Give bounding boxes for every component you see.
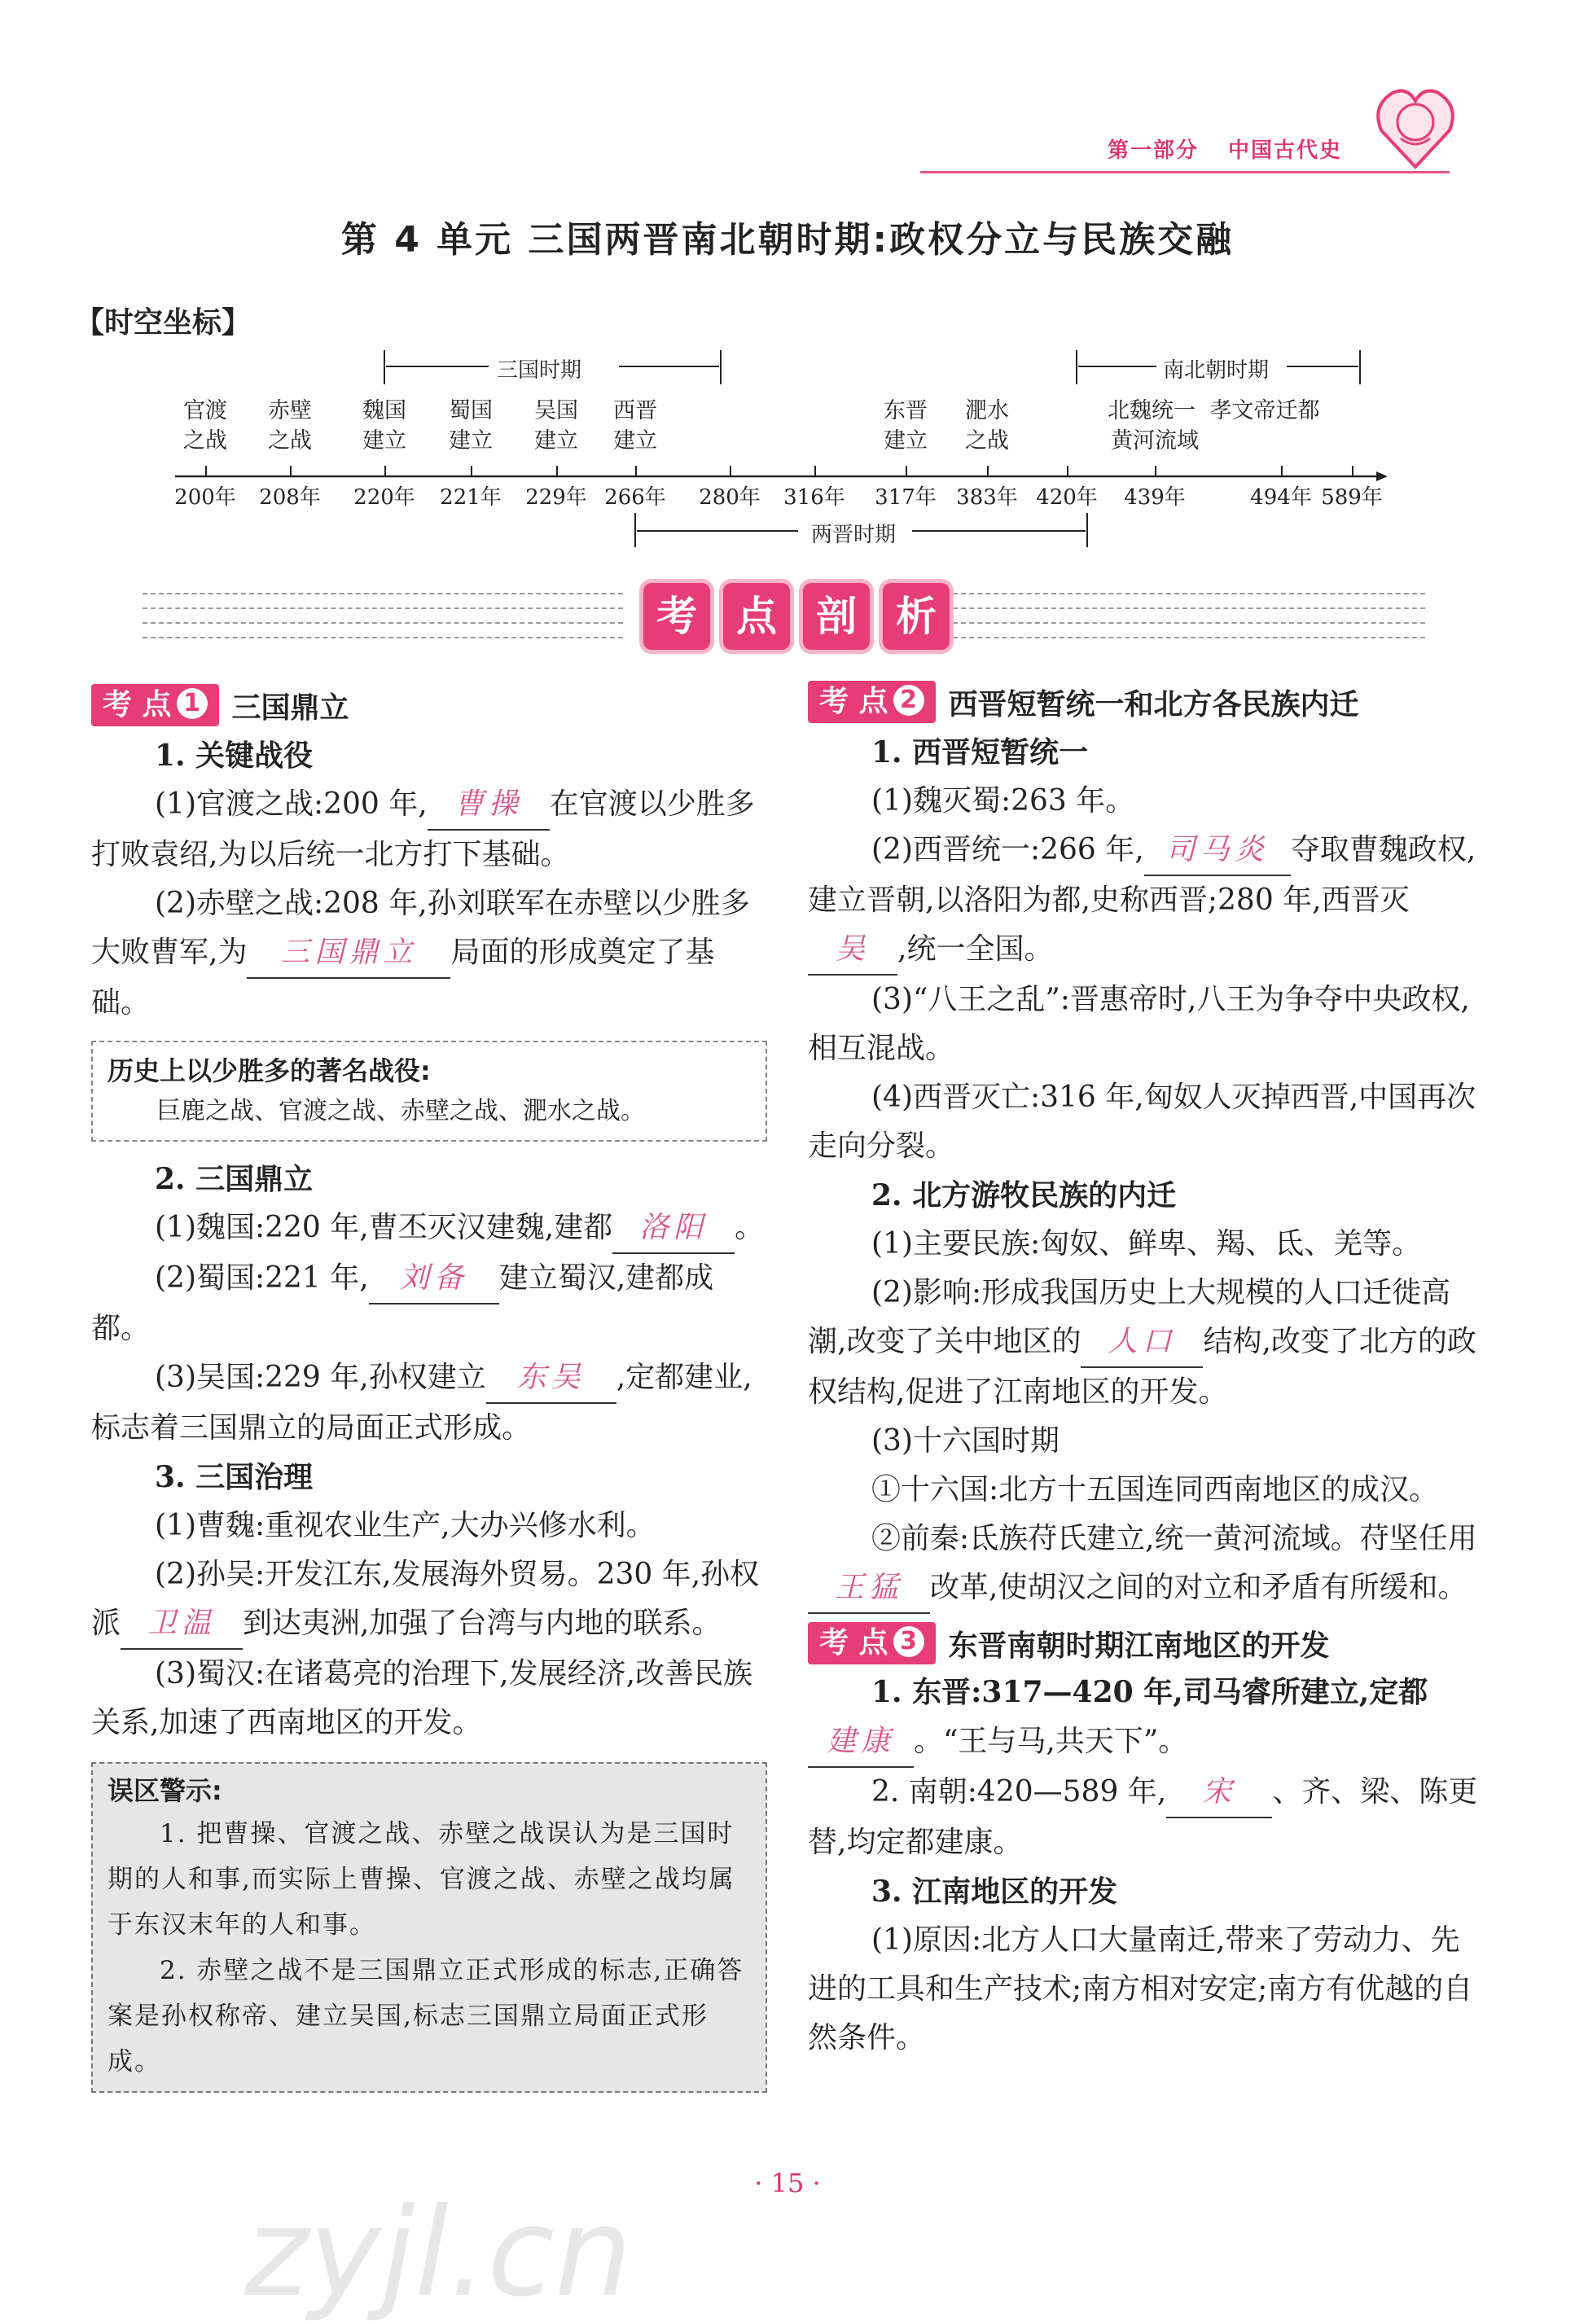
event-label-line2: 之战 xyxy=(965,428,1009,454)
right-column: 考 点 2 西晋短暂统一和北方各民族内迁 1. 西晋短暂统一 (1)魏灭蜀:263 年。 (2)西晋统一:266 年, 司马炎 夺取曹魏政权,建立晋朝,以洛阳为都,史称西晋;280 年,西晋灭吴 ,统一全国。 (3)“八王之乱”:晋惠帝时,八王为争夺中央政权,相互混战。 (4)西晋灭亡:316 年,匈奴人灭掉西晋,中国再次走向分裂。 2. 北方游牧民族的内迁 (1)主要民族:匈奴、鲜卑、羯、氐、羌等。 (2)影响:形成我国历史上大规模的人口迁徙高潮,改变了关中地区的 人口 结构,改变了北方的政权结构,促进了江南地区的开发。 (3)十六国时期 ①十六国:北方十五国连同西南地区的成汉。 ②前秦:氐族苻氏建立,统一黄河流域。苻坚任用王猛 改革,使胡汉之间的对立和矛盾有所缓和。 考 点 3 东晋南朝时期江南地区的开发 1. 东晋:317—420 年,司马睿所建立,定都建康 。“王与马,共天下”。 2. 南朝:420—589 年, 宋 、齐、梁、陈更替,均定都建康。 3. 江南地区的开发 (1)原因:北方人口大量南迁,带来了劳动力、先进的工具和生产技术;南方相对安定;南方有优越的自然条件。 xyxy=(808,681,1484,2063)
event-label-line1: 蜀国 xyxy=(449,398,493,423)
banner-char: 析 xyxy=(883,583,950,650)
answer-blank: 刘备 xyxy=(369,1254,499,1305)
tip-body: 巨鹿之战、官渡之战、赤壁之战、淝水之战。 xyxy=(156,1097,645,1125)
right-s2: 2. 北方游牧民族的内迁 xyxy=(871,1178,1177,1212)
event-label-line1: 西晋 xyxy=(613,398,657,423)
event-label-line1: 吴国 xyxy=(534,398,578,423)
kp1-number: 1 xyxy=(177,688,208,719)
answer-blank: 建康 xyxy=(808,1717,914,1768)
timeline-tick xyxy=(730,466,731,476)
timeline-year: 208年 xyxy=(259,485,321,510)
event-label-line2: 黄河流域 xyxy=(1111,428,1199,454)
header-part: 第一部分 xyxy=(1108,138,1200,163)
answer-blank: 吴 xyxy=(808,925,897,976)
left-s3: 3. 三国治理 xyxy=(155,1460,314,1494)
kp3-title: 东晋南朝时期江南地区的开发 xyxy=(948,1629,1330,1663)
kp2-badge xyxy=(808,681,936,723)
timeline-tick xyxy=(384,466,386,476)
event-label-line1: 魏国 xyxy=(362,398,406,423)
answer-blank: 人口 xyxy=(1081,1318,1203,1368)
event-label-line2: 建立 xyxy=(449,428,493,454)
timeline-year: 200年 xyxy=(174,485,236,510)
left-s2: 2. 三国鼎立 xyxy=(155,1162,314,1196)
kp1-badge xyxy=(91,684,219,726)
answer-blank: 三国鼎立 xyxy=(247,928,450,979)
timeline-year: 316年 xyxy=(783,485,845,510)
timeline-heading: 【时空坐标】 xyxy=(75,306,252,340)
timeline-tick xyxy=(1352,466,1353,476)
timeline-year: 220年 xyxy=(353,485,415,510)
kp3-badge xyxy=(808,1622,936,1664)
event-label-line1: 赤壁 xyxy=(268,398,312,423)
unit-title: 第 4 单元 三国两晋南北朝时期:政权分立与民族交融 xyxy=(340,219,1235,261)
warning-title: 误区警示: xyxy=(107,1775,222,1806)
span-liangjin: 两晋时期 xyxy=(811,523,897,547)
span-nanbei: 南北朝时期 xyxy=(1163,358,1270,383)
warning-item: 2. 赤壁之战不是三国鼎立正式形成的标志,正确答案是孙权称帝、建立吴国,标志三国鼎立局面正式形成。 xyxy=(107,1956,744,2076)
timeline-year: 589年 xyxy=(1321,485,1383,510)
kp-label: 考 点 xyxy=(819,1626,888,1660)
kp2-heading xyxy=(808,681,1484,723)
timeline-year: 494年 xyxy=(1250,485,1312,510)
timeline-event xyxy=(897,396,1077,456)
answer-blank: 洛阳 xyxy=(612,1204,735,1254)
event-label-line2: 建立 xyxy=(534,428,578,454)
timeline-year: 229年 xyxy=(525,485,587,510)
timeline-tick xyxy=(906,466,907,476)
right-s1: 1. 西晋短暂统一 xyxy=(871,735,1089,770)
warning-item: 1. 把曹操、官渡之战、赤壁之战误认为是三国时期的人和事,而实际上曹操、官渡之战、赤壁之战均属于东汉末年的人和事。 xyxy=(107,1819,735,1940)
kp1-title: 三国鼎立 xyxy=(231,691,349,725)
timeline-tick xyxy=(556,466,558,476)
kp-label: 考 点 xyxy=(819,685,888,718)
answer-blank: 宋 xyxy=(1166,1768,1272,1818)
event-label-line1: 北魏统一 xyxy=(1108,398,1196,423)
event-label-line2: 孝文帝迁都 xyxy=(1209,398,1320,423)
watermark: zyjl.cn xyxy=(244,2182,633,2324)
kp1-heading xyxy=(91,684,767,726)
event-label-line2: 之战 xyxy=(268,428,312,454)
left-column: 考 点 1 三国鼎立 1. 关键战役 (1)官渡之战:200 年, 曹操 在官渡以少胜多打败袁绍,为以后统一北方打下基础。 (2)赤壁之战:208 年,孙刘联军在赤壁以少胜多大败曹军,为 三国鼎立 局面的形成奠定了基础。 历史上以少胜多的著名战役: 巨鹿之战、官渡之战、赤壁之战、淝水之战。 2. 三国鼎立 (1)魏国:220 年,曹丕灭汉建魏,建都 洛阳 。 (2)蜀国:221 年, 刘备 建立蜀汉,建都成都。 (3)吴国:229 年,孙权建立 东吴 ,定都建业,标志着三国鼎立的局面正式形成。 3. 三国治理 (1)曹魏:重视农业生产,大办兴修水利。 (2)孙吴:开发江东,发展海外贸易。230 年,孙权派 卫温 到达夷洲,加强了台湾与内地的联系。 (3)蜀汉:在诸葛亮的治理下,发展经济,改善民族关系,加速了西南地区的开发。 误区警示: 1. 把曹操、官渡之战、赤壁之战误认为是三国时期的人和事,而实际上曹操、官渡之战、赤壁之战均属于东汉末年的人和事。 2. 赤壁之战不是三国鼎立正式形成的标志,正确答案是孙权称帝、建立吴国,标志三国鼎立局面正式形成。 xyxy=(91,684,767,2093)
timeline-tick xyxy=(1155,466,1156,476)
event-label-line2: 建立 xyxy=(613,428,657,454)
timeline-event xyxy=(546,396,725,456)
timeline xyxy=(0,342,1575,554)
page-number: · 15 · xyxy=(754,2168,821,2199)
header-subject: 中国古代史 xyxy=(1228,138,1343,163)
timeline-year: 317年 xyxy=(875,485,937,510)
event-label-line1: 淝水 xyxy=(965,398,1009,423)
answer-blank: 卫温 xyxy=(121,1599,243,1650)
timeline-tick xyxy=(1281,466,1283,476)
answer-blank: 东吴 xyxy=(486,1353,616,1404)
timeline-tick xyxy=(987,466,989,476)
timeline-event xyxy=(1191,396,1371,426)
event-label-line2: 建立 xyxy=(362,428,406,454)
left-s1: 1. 关键战役 xyxy=(155,739,314,773)
kp3-heading xyxy=(808,1622,1484,1664)
tip-box xyxy=(91,1041,767,1142)
event-label-line1: 官渡 xyxy=(183,398,227,423)
answer-blank: 曹操 xyxy=(428,780,550,831)
timeline-year: 420年 xyxy=(1036,485,1098,510)
timeline-tick xyxy=(471,466,472,476)
tip-title: 历史上以少胜多的著名战役: xyxy=(107,1055,431,1086)
answer-blank: 王猛 xyxy=(808,1563,930,1614)
event-label-line2: 之战 xyxy=(183,428,227,454)
timeline-year: 280年 xyxy=(699,485,761,510)
event-label-line2: 建立 xyxy=(884,428,928,454)
timeline-year: 383年 xyxy=(956,485,1018,510)
span-sanguo: 三国时期 xyxy=(497,358,582,383)
banner-char: 剖 xyxy=(803,583,870,650)
kp3-number: 3 xyxy=(893,1626,924,1657)
timeline-tick xyxy=(1067,466,1068,476)
kp-label: 考 点 xyxy=(103,688,172,721)
timeline-tick xyxy=(290,466,292,476)
warning-box xyxy=(91,1762,767,2093)
header-rule xyxy=(920,171,1450,173)
timeline-tick xyxy=(814,466,816,476)
event-label-line1: 东晋 xyxy=(884,398,928,423)
section-banner xyxy=(637,583,956,650)
kp2-number: 2 xyxy=(893,685,924,716)
kp2-title: 西晋短暂统一和北方各民族内迁 xyxy=(948,687,1359,721)
right-s3: 3. 江南地区的开发 xyxy=(871,1875,1118,1909)
banner-char: 考 xyxy=(643,583,710,650)
publisher-logo-icon xyxy=(1375,81,1456,171)
timeline-year: 439年 xyxy=(1124,485,1186,510)
banner-char: 点 xyxy=(723,583,790,650)
timeline-tick xyxy=(635,466,637,476)
timeline-year: 221年 xyxy=(440,485,502,510)
timeline-year: 266年 xyxy=(604,485,666,510)
answer-blank: 司马炎 xyxy=(1144,826,1291,876)
timeline-tick xyxy=(205,466,207,476)
